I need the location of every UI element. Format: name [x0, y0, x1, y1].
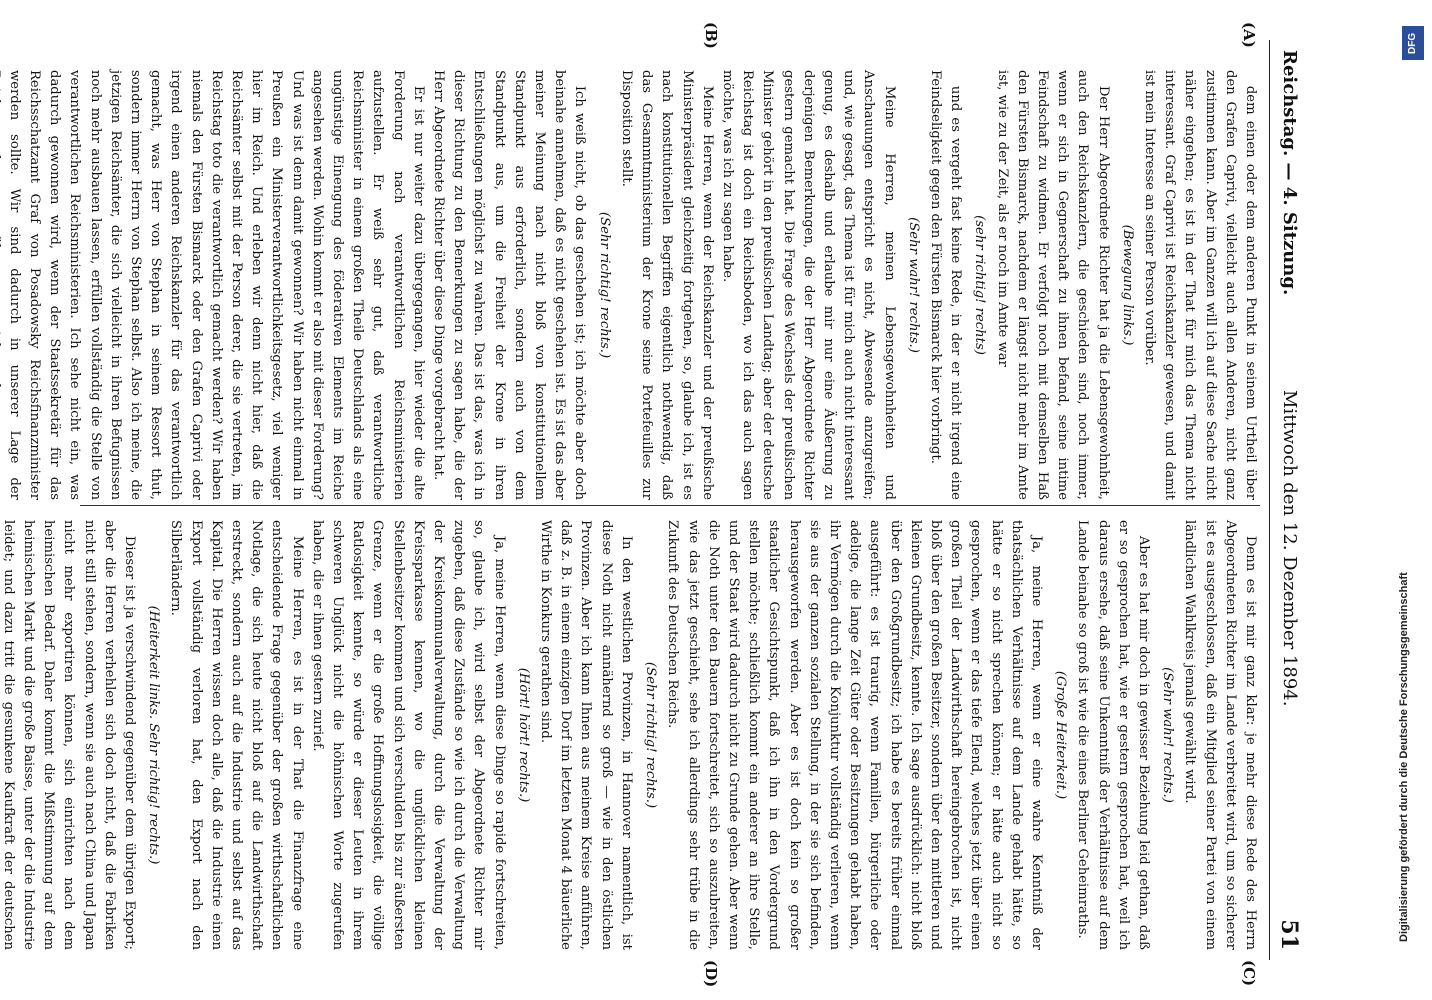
margin-letter-c: (C) [1240, 960, 1258, 987]
reaction-note: (Heiterkeit links. Sehr richtig! rechts.) [146, 605, 162, 865]
paragraph: Meine Herren, es ist in der That die Finanzfrage eine entscheidende Frage gegenüber der großen wirthschaftlichen Notlage, die sich heute nicht bloß auf die Landwirthschaft erstreckt, sondern auch auf die Industrie und selbst auf das Kapital. Die Herren wissen doch alle, daß die Industrie einen Export vollständig verloren hat, den Export nach den Silberländern. [168, 520, 305, 950]
reaction-note: (Sehr wahr! rechts.) [1160, 667, 1176, 803]
page-header [1269, 40, 1310, 960]
paragraph: Ja, meine Herren, wenn er eine wahre Kenntniß der thatsächlichen Verhältnisse auf dem Lande gehabt hätte, so hätte er so nicht sprechen können; er hätte auch nicht so gesprochen, wenn er das tiefe Elend, welches jetzt über einen großen Theil der Landwirthschaft hereingebrochen ist, nicht bloß über den großen Besitzer, sondern über den mittleren und kleinen Grundbesitz, kennte. Ich sage ausdrücklich: nicht bloß über den Großgrundbesitz; ich habe es bereits früher einmal ausgeführt: es ist traurig, wenn Familien, bürgerliche oder adelige, die lange Zeit Güter oder Besitzungen gehabt haben, ihr Vermögen durch die Konjunktur vollständig verlieren, wenn sie aus der ganzen sozialen Stellung, in der sie sich befinden, herausgeworfen werden. Aber es ist doch kein so großer staatlicher Gesichtspunkt, daß ich ihn in den Vordergrund stellen möchte; schließlich kommt ein anderer an ihre Stelle, und der Staat wird dadurch nicht zu Grunde gehen. Aber wenn die Noth unter den Bauern fortschreitet, sich so auszubreiten, wie das jetzt geschieht, sehe ich allerdings sehr trübe in die Zukunft des Deutschen Reichs. [665, 520, 1044, 950]
reaction-note: (sehr richtig! rechts) [972, 215, 988, 355]
header-title: Reichstag. — 4. Sitzung. [1279, 50, 1300, 296]
paragraph: Er ist nur weiter dazu übergegangen, hier wieder die alte Forderung nach verantwortlichen Reichsministerien aufzustellen. Er weiß sehr gut, daß verantwortliche Reichsminister in einem großen Theile Deutschlands als eine ungünstige Einengung des föderativen Elements im Reiche angesehen werden. Wohin kommt er also mit dieser Forderung? Und was ist denn damit gewonnen? Wir haben nicht einmal in Preußen ein Ministerverantwortlichkeitsgesetz, viel weniger hier im Reich. Und erleben wir denn nicht hier, daß die Reichsämter selbst mit der Person derer, die sie vertreten, im Reichstag toto die verantwortlich gemacht werden? Wir haben niemals den Fürsten Bismarck oder den Grafen Caprivi oder irgend einen anderen Reichskanzler für das verantwortlich gemacht, was Herr von Stephan in seinem Ressort thut, sondern immer Herrn von Stephan selbst. Also ich meine, die jetzigen Reichsämter, die sich vielleicht in ihren Befugnissen noch mehr ausbauen lassen, erfüllen vollständig die Stelle von verantwortlichen Reichsministerien. Ich sehe nicht ein, was dadurch gewonnen wird, wenn der Staatssekretär für das Reichsschatzamt Graf von Posadowsky Reichsfinanzminister werden sollte. Wir sind dadurch in unserer Lage der [6, 70, 426, 500]
column-divider [80, 505, 1260, 506]
margin-letter-a: (A) [1240, 22, 1258, 48]
paragraph: und es vergeht fast keine Rede, in der er nicht irgend eine Feindseligkeit gegen den Fürsten Bismarck hier vorbringt. [927, 70, 964, 500]
paragraph: Denn es ist mir ganz klar: je mehr diese Rede des Herrn Abgeordneten Richter im Lande verbreitet wird, um so sicherer ist es ausgeschlossen, daß ein Mitglied seiner Partei von einem ländlichen Wahlkreis jemals gewählt wird. [1182, 520, 1258, 950]
paragraph: Aber es hat mir doch in gewisser Beziehung leid gethan, daß er so gesprochen hat, wie er gestern gesprochen hat, weil ich daraus ersehe, daß seine Unkenntniß der Verhältnisse auf dem Lande beinahe so groß ist wie die eines Berliner Geheimraths. [1075, 520, 1151, 950]
paragraph: Dieser ist ja verschwindend gegenüber dem übrigen Export; aber die Herren verhehlen sich doch nicht, daß die Fabriken nicht still stehen, sondern, wenn sie auch nach China und Japan nicht mehr exportiren können, sich einrichten nach dem heimischen Bedarf. Daher kommt die Mißstimmung auf dem heimischen Markt und die große Baisse, unter der die Industrie leidet; und dazu tritt die gesunkene Kaufkraft der deutschen [0, 520, 138, 950]
reaction-note: (Bewegung links.) [1119, 224, 1135, 346]
paragraph: Ja, meine Herren, wenn diese Dinge so rapide fortschreiten, so, glaube ich, wird selbst der Abgeordnete Richter mir zugeben, daß diese Zustände so wie ich durch die Verwaltung der Kreiskommunalverwaltung, durch die Verwaltung der Kreissparkasse kennen, wo die unglücklichen kleinen Stellenbesitzer kommen und sich verschulden bis zur äußersten Grenze, wenn er die große Hoffnungslosigkeit, die völlige Ratlosigkeit kennte, so würde er dieser Leuten in ihrem schweren Unglück nicht die höhnischen Worte zugerufen haben, die er ihnen gestern zurief. [309, 520, 507, 950]
reaction-note: (Sehr richtig! rechts.) [643, 661, 659, 809]
margin-letter-d: (D) [702, 960, 720, 988]
paragraph: In den westlichen Provinzen, in Hannover namentlich, ist diese Noth nicht annähernd so groß — wie in den östlichen Provinzen. Aber ich kann Ihnen aus meinem Kreise anführen, daß z. B. in einem einzigen Dorf im letzten Monat 4 bäuerliche Wirthe in Konkurs gerathen sind. [538, 520, 634, 950]
digitization-credit [1398, 22, 1428, 982]
reaction-note: (Hört! hört! rechts.) [515, 667, 531, 803]
reaction-note: (Sehr richtig! rechts.) [596, 211, 612, 359]
paragraph: dem einen oder dem anderen Punkt in seinem Urtheil über den Grafen Caprivi, vielleicht auch allen Anderen, nicht ganz zustimmen kann. Aber im Ganzen will ich auf diese Sache nicht näher eingehen; es ist in der That für mich das Thema nicht interessant. Graf Caprivi ist Reichskanzler gewesen, und damit ist mein Interesse an seiner Person vorüber. [1141, 70, 1258, 500]
page-number: 51 [1276, 919, 1302, 950]
left-column [6, 70, 1260, 500]
header-date: Mittwoch den 12. Dezember 1894. [1279, 390, 1300, 707]
paragraph: Meine Herren, meinen Lebensgewohnheiten und Anschauungen entspricht es nicht, Abwesende anzugreifen; und, wie gesagt, das Thema ist für mich auch nicht interessant genug, es deshalb und erlaube mir nur eine Äußerung zu derjenigen Bemerkungen, die der Herr Abgeordnete Richter gestern gemacht hat. Die Frage des Wechsels der preußischen Minister gehört in den preußischen Landtag; aber der deutsche Reichstag ist doch ein Reichsboden, wo ich das auch sagen möchte, was ich zu sagen habe. [719, 70, 897, 500]
paragraph: Meine Herren, wenn der Reichskanzler und der preußische Ministerpräsident gleichzeitig fortgehen, so, glaube ich, ist es nach konstitutionellen Begriffen eigentlich nothwendig, daß das Gesammtministerium der Krone seine Portefeuilles zur Disposition stellt. [618, 70, 715, 500]
credit-text: Digitalisierung gefördert durch die Deutsche Forschungsgemeinschaft [1398, 572, 1410, 942]
paragraph: Ich weiß nicht, ob das geschehen ist; ich möchte aber doch beinahe annehmen, daß es nicht geschehen ist. Es ist das aber meiner Meinung nach nicht bloß von konstitutionellem Standpunkt aus erforderlich, sondern auch von dem Standpunkt aus, um die Freiheit der Krone in ihren Entschließungen möglichst zu wahren. Das ist das, was ich in dieser Richtung zu den Bemerkungen zu sagen habe, die der Herr Abgeordnete Richter über diese Dinge vorgebracht hat. [431, 70, 588, 500]
reaction-note: (Sehr wahr! rechts.) [905, 217, 921, 353]
reaction-note: (Große Heiterkeit.) [1053, 670, 1069, 800]
paragraph: Der Herr Abgeordnete Richter hat ja die Lebensgewohnheit, auch den Reichskanzlern, die geschieden sind, noch immer, wenn er sich in Gegnerschaft zu ihnen befand, seine intime Feindschaft zu widmen. Er verfolgt noch mit demselben Haß den Fürsten Bismarck, nachdem er längst nicht mehr im Amte ist, wie zu der Zeit, als er noch im Amte war [994, 70, 1111, 500]
margin-letter-b: (B) [702, 22, 720, 49]
right-column [0, 520, 1260, 950]
dfg-logo: DFG [1402, 26, 1424, 60]
